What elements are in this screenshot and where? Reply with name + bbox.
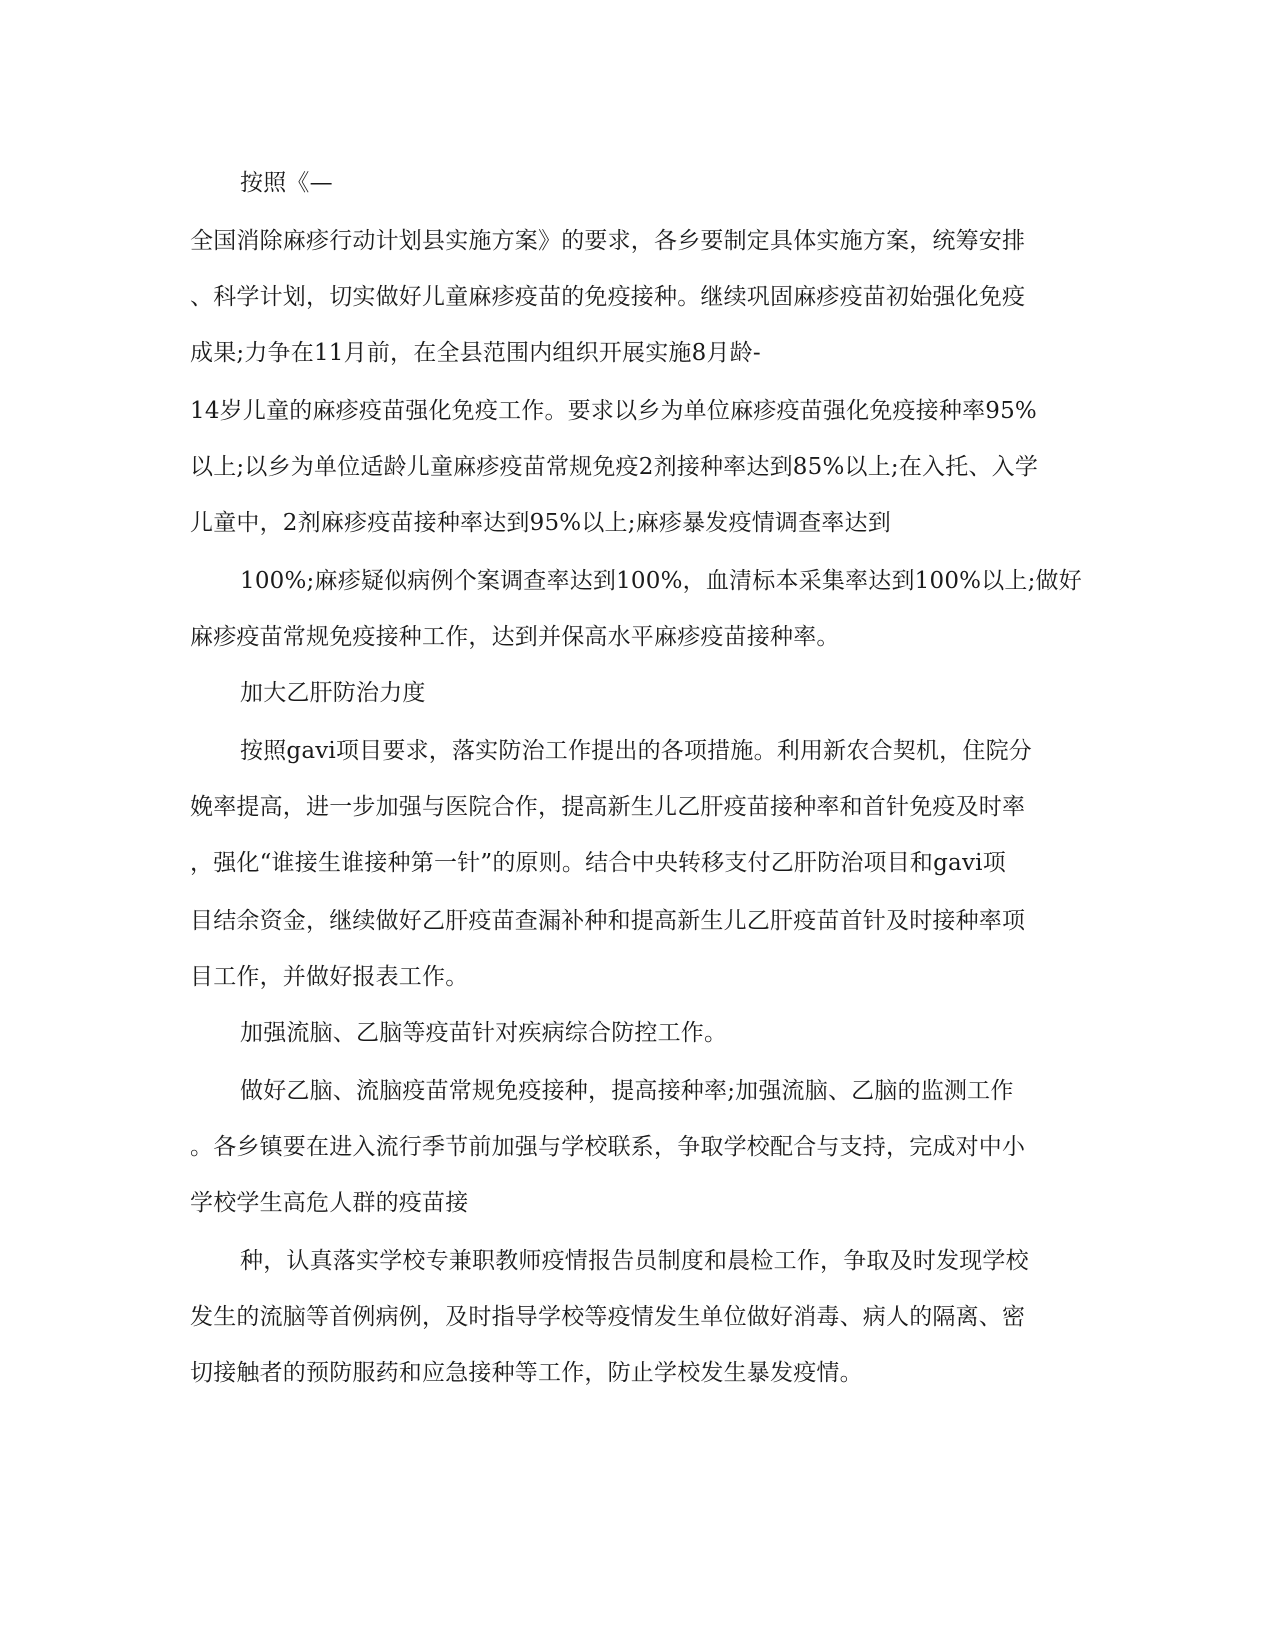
text-line: 。各乡镇要在进入流行季节前加强与学校联系，争取学校配合与支持，完成对中小 (190, 1134, 1026, 1160)
text-line: 种，认真落实学校专兼职教师疫情报告员制度和晨检工作，争取及时发现学校 (240, 1248, 1029, 1274)
section-heading: 加强流脑、乙脑等疫苗针对疾病综合防控工作。 (240, 1020, 728, 1046)
text-line: 娩率提高，进一步加强与医院合作，提高新生儿乙肝疫苗接种率和首针免疫及时率 (190, 794, 1026, 820)
text-line: 麻疹疫苗常规免疫接种工作，达到并保高水平麻疹疫苗接种率。 (190, 624, 840, 650)
text-line: 全国消除麻疹行动计划县实施方案》的要求，各乡要制定具体实施方案，统筹安排 (190, 228, 1026, 254)
text-line: ，强化“谁接生谁接种第一针”的原则。结合中央转移支付乙肝防治项目和gavi项 (190, 850, 1006, 876)
text-line: 目工作，并做好报表工作。 (190, 964, 469, 990)
text-line: 以上;以乡为单位适龄儿童麻疹疫苗常规免疫2剂接种率达到85%以上;在入托、入学 (190, 454, 1039, 480)
text-line: 100%;麻疹疑似病例个案调查率达到100%，血清标本采集率达到100%以上;做好 (240, 568, 1082, 594)
text-line: 发生的流脑等首例病例，及时指导学校等疫情发生单位做好消毒、病人的隔离、密 (190, 1304, 1026, 1330)
text-line: 14岁儿童的麻疹疫苗强化免疫工作。要求以乡为单位麻疹疫苗强化免疫接种率95% (190, 398, 1037, 424)
section-heading: 加大乙肝防治力度 (240, 680, 426, 706)
text-line: 切接触者的预防服药和应急接种等工作，防止学校发生暴发疫情。 (190, 1360, 863, 1386)
text-line: 学校学生高危人群的疫苗接 (190, 1190, 469, 1216)
text-line: 、科学计划，切实做好儿童麻疹疫苗的免疫接种。继续巩固麻疹疫苗初始强化免疫 (190, 284, 1026, 310)
text-line: 按照《— (240, 170, 333, 196)
text-line: 成果;力争在11月前，在全县范围内组织开展实施8月龄- (190, 340, 761, 366)
text-line: 儿童中，2剂麻疹疫苗接种率达到95%以上;麻疹暴发疫情调查率达到 (190, 510, 891, 536)
text-line: 做好乙脑、流脑疫苗常规免疫接种，提高接种率;加强流脑、乙脑的监测工作 (240, 1078, 1014, 1104)
text-line: 目结余资金，继续做好乙肝疫苗查漏补种和提高新生儿乙肝疫苗首针及时接种率项 (190, 908, 1026, 934)
text-line: 按照gavi项目要求，落实防治工作提出的各项措施。利用新农合契机，住院分 (240, 738, 1032, 764)
